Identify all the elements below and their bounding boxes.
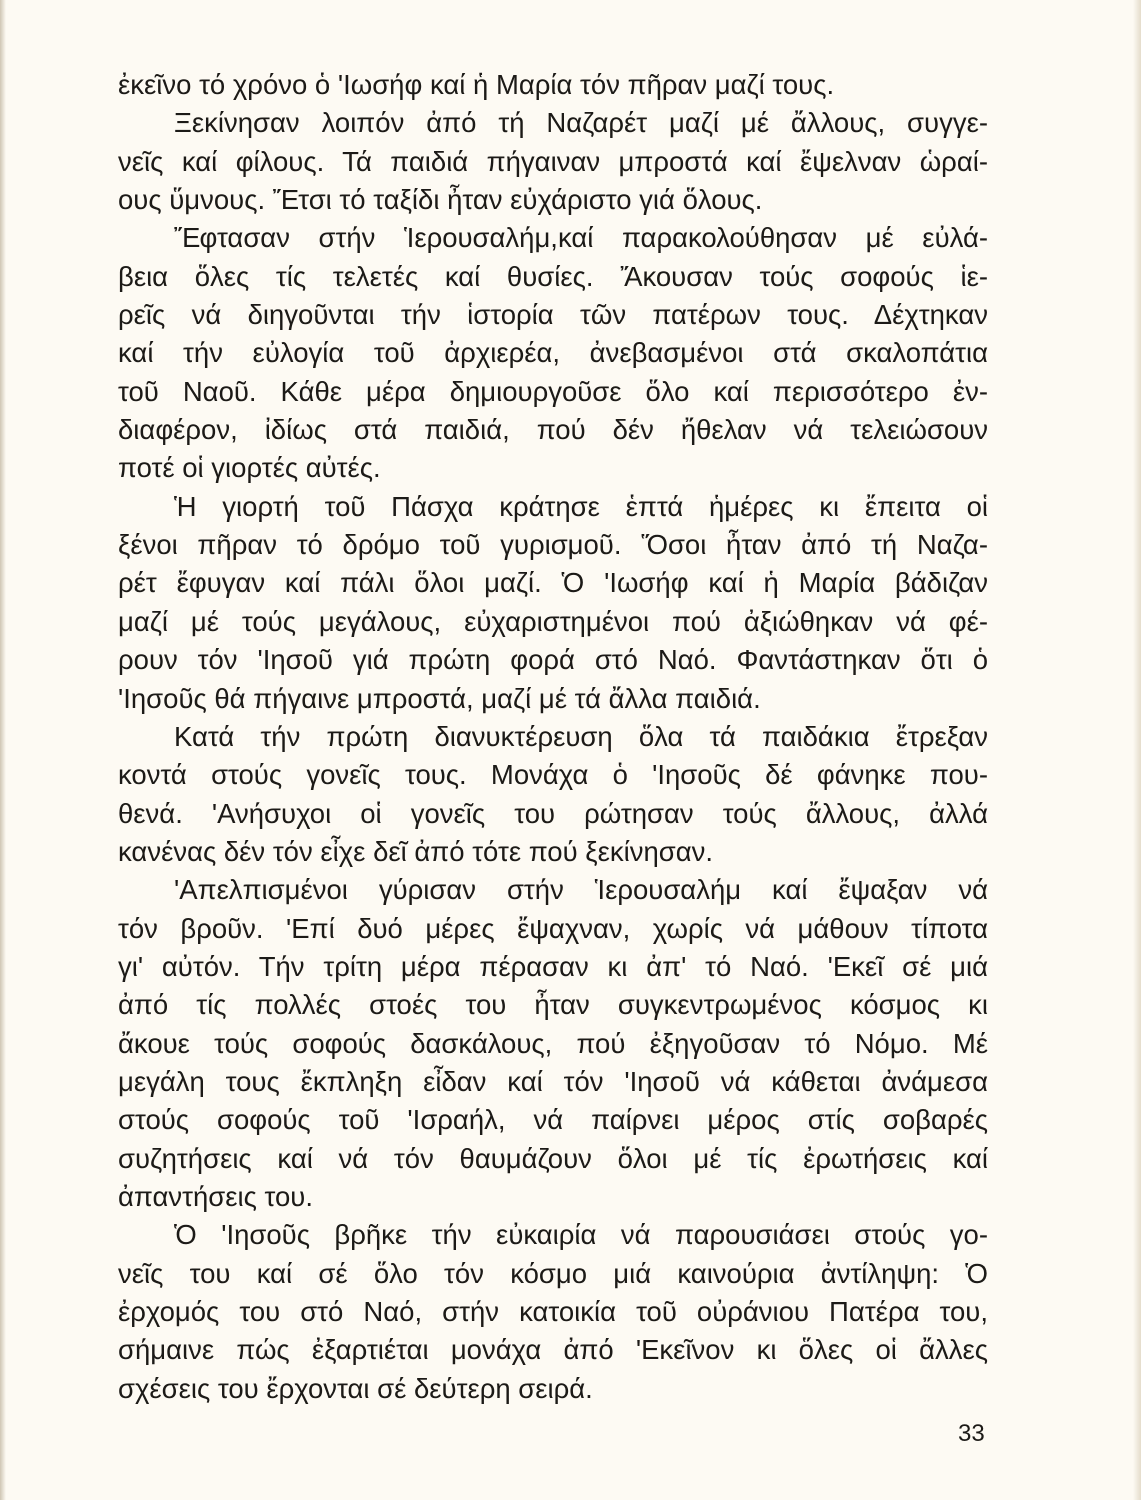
text-line: κοντά στούς γονεῖς τους. Μονάχα ὁ 'Ιησοῦς δέ φάνηκε που- bbox=[118, 759, 988, 791]
text-line: συζητήσεις καί νά τόν θαυμάζουν ὅλοι μέ τίς ἐρωτήσεις καί bbox=[118, 1142, 988, 1174]
text-line: ἀπαντήσεις του. bbox=[118, 1180, 313, 1212]
text-line: ρουν τόν 'Ιησοῦ γιά πρώτη φορά στό Ναό. Φαντάστηκαν ὅτι ὁ bbox=[118, 644, 988, 676]
text-line: 'Απελπισμένοι γύρισαν στήν Ἱερουσαλήμ καί ἔψαξαν νά bbox=[174, 874, 988, 906]
text-line: μεγάλη τους ἔκπληξη εἶδαν καί τόν 'Ιησοῦ νά κάθεται ἀνάμεσα bbox=[118, 1065, 988, 1097]
text-line: τοῦ Ναοῦ. Κάθε μέρα δημιουργοῦσε ὅλο καί περισσότερο ἐν- bbox=[118, 375, 988, 407]
text-line: ους ὕμνους. Ἔτσι τό ταξίδι ἦταν εὐχάριστο γιά ὅλους. bbox=[118, 184, 763, 216]
text-line: νεῖς καί φίλους. Τά παιδιά πήγαιναν μπροστά καί ἔψελναν ὡραί- bbox=[118, 145, 988, 177]
text-line: ποτέ οἱ γιορτές αὐτές. bbox=[118, 452, 381, 484]
text-line: ἀπό τίς πολλές στοές του ἦταν συγκεντρωμένος κόσμος κι bbox=[118, 989, 988, 1021]
text-line: γι' αὐτόν. Τήν τρίτη μέρα πέρασαν κι ἀπ' τό Ναό. 'Εκεῖ σέ μιά bbox=[118, 950, 988, 982]
text-line: καί τήν εὐλογία τοῦ ἀρχιερέα, ἀνεβασμένοι στά σκαλοπάτια bbox=[118, 337, 988, 369]
text-line: 'Ιησοῦς θά πήγαινε μπροστά, μαζί μέ τά ἄλλα παιδιά. bbox=[118, 682, 761, 714]
text-line: Ἡ γιορτή τοῦ Πάσχα κράτησε ἑπτά ἡμέρες κι ἔπειτα οἱ bbox=[174, 490, 988, 522]
text-line: διαφέρον, ἰδίως στά παιδιά, πού δέν ἤθελαν νά τελειώσουν bbox=[118, 414, 988, 446]
text-line: ἐκεῖνο τό χρόνο ὁ 'Ιωσήφ καί ἡ Μαρία τόν πῆραν μαζί τους. bbox=[118, 69, 835, 100]
text-line: Ξεκίνησαν λοιπόν ἀπό τή Ναζαρέτ μαζί μέ ἄλλους, συγγε- bbox=[174, 107, 988, 139]
text-line: Ὁ 'Ιησοῦς βρῆκε τήν εὐκαιρία νά παρουσιάσει στούς γο- bbox=[174, 1219, 988, 1251]
text-line: ἄκουε τούς σοφούς δασκάλους, πού ἐξηγοῦσαν τό Νόμο. Μέ bbox=[118, 1027, 988, 1059]
page-edge-right bbox=[1133, 0, 1141, 1500]
text-line: Κατά τήν πρώτη διανυκτέρευση ὅλα τά παιδάκια ἔτρεξαν bbox=[174, 720, 988, 752]
text-line: μαζί μέ τούς μεγάλους, εὐχαριστημένοι πού ἀξιώθηκαν νά φέ- bbox=[118, 605, 988, 637]
page-edge-left bbox=[0, 0, 6, 1500]
text-line: νεῖς του καί σέ ὅλο τόν κόσμο μιά καινούρια ἀντίληψη: Ὁ bbox=[118, 1257, 988, 1289]
page-number: 33 bbox=[958, 1420, 985, 1447]
text-line: κανένας δέν τόν εἶχε δεῖ ἀπό τότε πού ξεκίνησαν. bbox=[118, 835, 714, 867]
text-line: σχέσεις του ἔρχονται σέ δεύτερη σειρά. bbox=[118, 1372, 593, 1404]
text-line: βεια ὅλες τίς τελετές καί θυσίες. Ἄκουσαν τούς σοφούς ἱε- bbox=[118, 260, 988, 292]
text-line: ρεῖς νά διηγοῦνται τήν ἱστορία τῶν πατέρων τους. Δέχτηκαν bbox=[118, 299, 988, 331]
text-line: ἐρχομός του στό Ναό, στήν κατοικία τοῦ οὐράνιου Πατέρα του, bbox=[118, 1296, 988, 1327]
text-line: τόν βροῦν. 'Επί δυό μέρες ἔψαχναν, χωρίς νά μάθουν τίποτα bbox=[118, 912, 988, 944]
text-line: θενά. 'Ανήσυχοι οἱ γονεῖς του ρώτησαν τούς ἄλλους, ἀλλά bbox=[118, 797, 988, 829]
text-line: ρέτ ἔφυγαν καί πάλι ὅλοι μαζί. Ὁ 'Ιωσήφ καί ἡ Μαρία βάδιζαν bbox=[118, 567, 988, 599]
text-line: ξένοι πῆραν τό δρόμο τοῦ γυρισμοῦ. Ὅσοι ἦταν ἀπό τή Ναζα- bbox=[118, 529, 988, 561]
text-line: στούς σοφούς τοῦ 'Ισραήλ, νά παίρνει μέρος στίς σοβαρές bbox=[118, 1104, 988, 1136]
body-text bbox=[118, 66, 988, 1408]
text-line: Ἔφτασαν στήν Ἱερουσαλήμ,καί παρακολούθησαν μέ εὐλά- bbox=[174, 222, 988, 254]
text-line: σήμαινε πώς ἐξαρτιέται μονάχα ἀπό 'Εκεῖνον κι ὅλες οἱ ἄλλες bbox=[118, 1334, 988, 1366]
